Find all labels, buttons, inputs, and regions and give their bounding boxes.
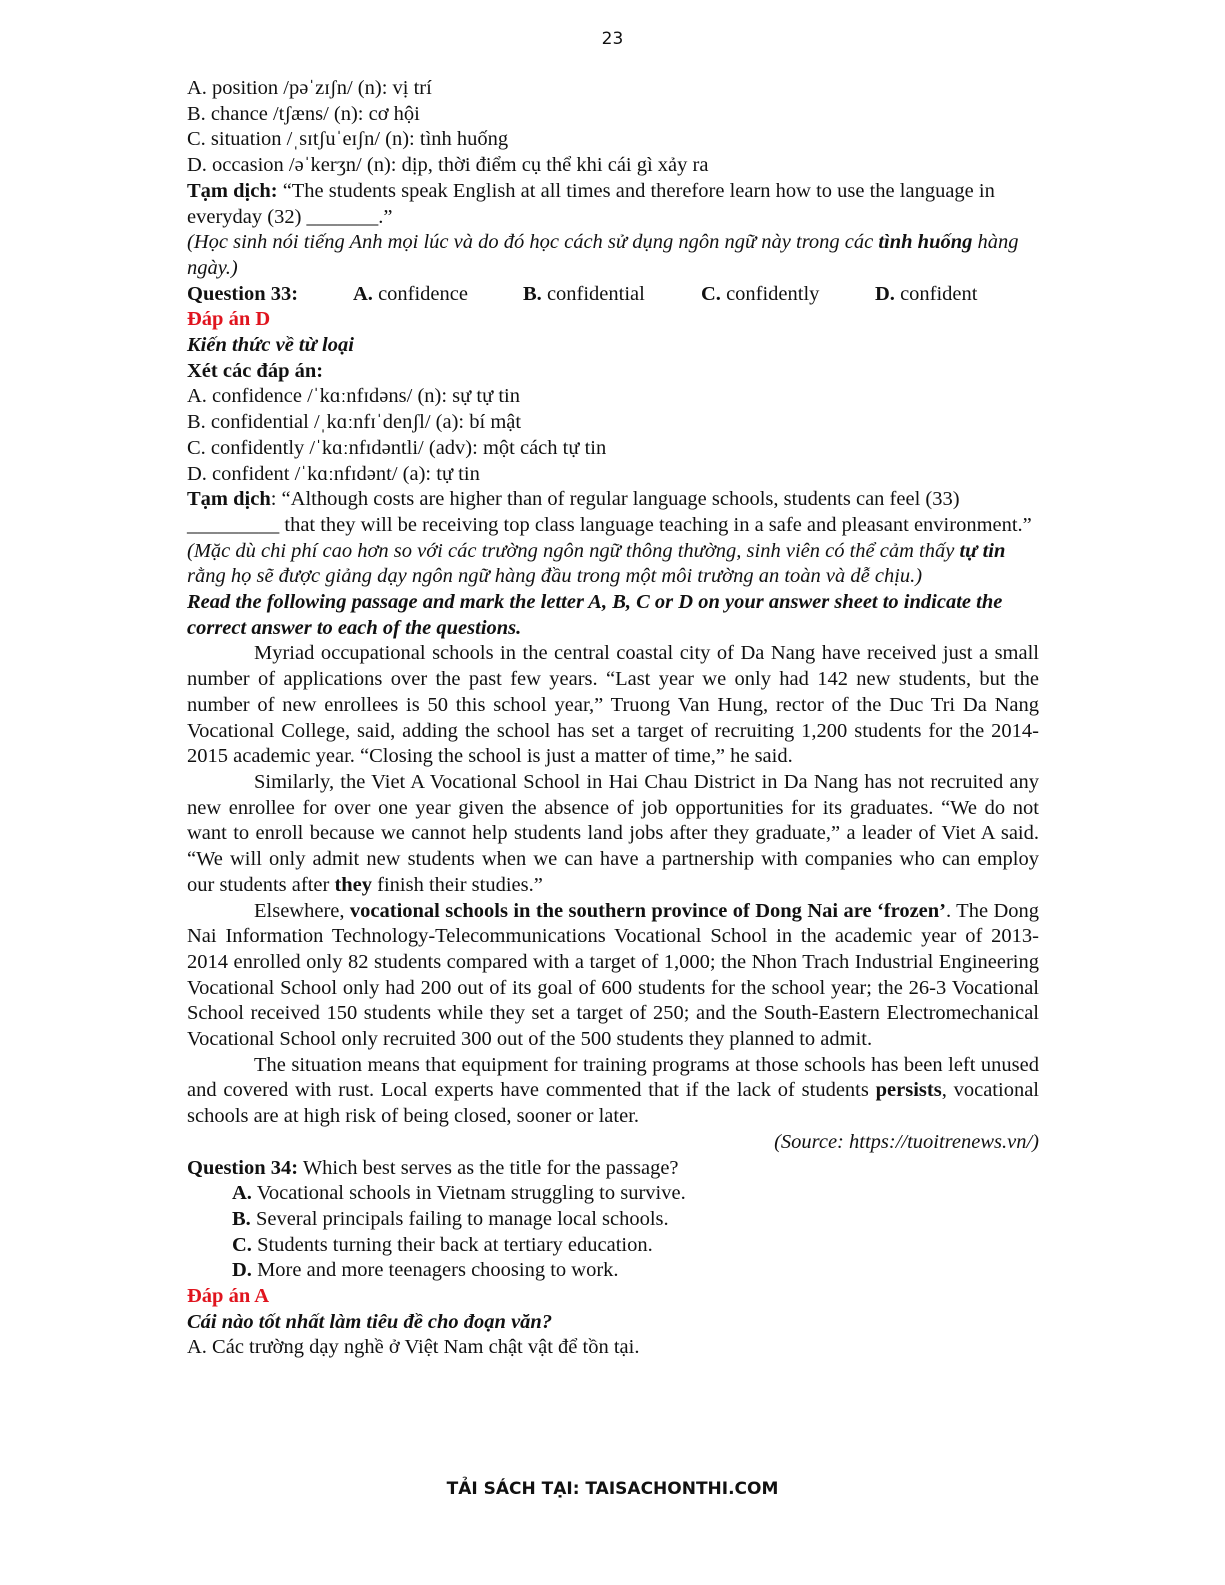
q32-option-a: A. position /pəˈzɪʃn/ (n): vị trí bbox=[187, 77, 432, 99]
q33-explanation-d: D. confident /ˈkɑːnfɪdənt/ (a): tự tin bbox=[187, 462, 480, 485]
q33-vi-keyword: tự tin bbox=[959, 539, 1006, 562]
q34-label: Question 34: bbox=[187, 1156, 299, 1179]
q34-answer: Đáp án A bbox=[187, 1285, 270, 1308]
q33-translation bbox=[187, 487, 1039, 538]
passage-source: (Source: https://tuoitrenews.vn/) bbox=[774, 1130, 1039, 1153]
q34-option-b: B. Several principals failing to manage local schools. bbox=[232, 1207, 669, 1230]
q32-vi-after: hàng ngày.) bbox=[187, 231, 1019, 279]
passage-paragraph-4: The situation means that equipment for training programs at those schools has been left unused and covered with rust. Local experts have commented that if the lack of students persists, vocational schools are at high risk of being closed, sooner or later. bbox=[187, 1053, 1039, 1128]
passage-paragraph-3: Elsewhere, vocational schools in the southern province of Dong Nai are ‘frozen’. The Dong Nai Information Technology-Telecommunications Vocational School in the academic year of 2013-2014 enrolled only 82 students compared with a target of 1,000; the Nhon Trach Industrial Engineering Vocational School only had 200 out of its goal of 600 students for the school year; the 26-3 Vocational School received 150 students while they set a target of 250; and the South-Eastern Electromechanical Vocational School only recruited 300 out of the 500 students they planned to admit. bbox=[187, 899, 1039, 1051]
q33-option-d: D. confident bbox=[875, 282, 978, 305]
reading-instruction: Read the following passage and mark the letter A, B, C or D on your answer sheet to indicate the correct answer to each of the questions. bbox=[187, 591, 1003, 639]
q33-translation-text: : “Although costs are higher than of regular language schools, students can feel (33) _________ that they will be receiving top class language teaching in a safe and pleasant environment.” bbox=[187, 488, 1032, 536]
passage-paragraph-2: Similarly, the Viet A Vocational School in Hai Chau District in Da Nang has not recruited any new enrollee for over one year given the absence of job opportunities for its graduates. “We do not want to enroll because we cannot help students land jobs after they graduate,” a leader of Viet A said. “We will only admit new students when we can have a partnership with companies who can employ our students after they finish their studies.” bbox=[187, 770, 1039, 896]
footer-download-link: TẢI SÁCH TẠI: TAISACHONTHI.COM bbox=[446, 1479, 779, 1499]
passage-keyword-they: they bbox=[334, 873, 373, 896]
q34-question-vi: Cái nào tốt nhất làm tiêu đề cho đoạn văn? bbox=[187, 1310, 553, 1333]
q34-question bbox=[187, 1156, 1039, 1182]
q33-label: Question 33: bbox=[187, 282, 299, 305]
q33-translation-label: Tạm dịch bbox=[187, 488, 271, 511]
q33-question-row bbox=[187, 282, 1039, 308]
page-number: 23 bbox=[601, 29, 624, 49]
q32-translation-text: “The students speak English at all times and therefore learn how to use the language in everyday (32) _______.” bbox=[187, 179, 995, 228]
q33-topic: Kiến thức về từ loại bbox=[187, 334, 354, 357]
q33-vi-before: (Mặc dù chi phí cao hơn so với các trường ngôn ngữ thông thường, sinh viên có thể cảm thấy bbox=[187, 539, 960, 562]
q33-option-c: C. confidently bbox=[701, 282, 820, 305]
q34-explanation-a: A. Các trường dạy nghề ở Việt Nam chật vật để tồn tại. bbox=[187, 1336, 640, 1359]
q32-vi-before: (Học sinh nói tiếng Anh mọi lúc và do đó học cách sử dụng ngôn ngữ này trong các bbox=[187, 231, 879, 254]
q32-translation-vi bbox=[187, 230, 1039, 281]
passage-keyword-frozen: vocational schools in the southern province of Dong Nai are ‘frozen’ bbox=[349, 899, 947, 922]
q33-explanation-a: A. confidence /ˈkɑːnfɪdəns/ (n): sự tự tin bbox=[187, 385, 520, 408]
q34-option-a: A. Vocational schools in Vietnam struggling to survive. bbox=[232, 1182, 686, 1205]
q32-translation bbox=[187, 179, 1039, 230]
q32-option-d: D. occasion /əˈkerʒn/ (n): dịp, thời điểm cụ thể khi cái gì xảy ra bbox=[187, 154, 709, 177]
passage-paragraph-1: Myriad occupational schools in the central coastal city of Da Nang have received just a small number of applications over the past few years. “Last year we only had 142 new students, but the number of new enrollees is 50 this school year,” Truong Van Hung, rector of the Duc Tri Da Nang Vocational College, said, adding the school has set a target of recruiting 1,200 students for the 2014-2015 academic year. “Closing the school is just a matter of time,” he said. bbox=[187, 642, 1039, 768]
q33-explanation-b: B. confidential /ˌkɑːnfɪˈdenʃl/ (a): bí mật bbox=[187, 411, 522, 434]
q33-option-b: B. confidential bbox=[523, 282, 645, 305]
q32-option-c: C. situation /ˌsɪtʃuˈeɪʃn/ (n): tình huống bbox=[187, 128, 509, 151]
q32-translation-label: Tạm dịch: bbox=[187, 179, 278, 202]
q34-text: Which best serves as the title for the passage? bbox=[298, 1156, 679, 1179]
q32-vi-keyword: tình huống bbox=[878, 231, 973, 254]
q33-consider-heading: Xét các đáp án: bbox=[187, 359, 324, 382]
q34-option-c: C. Students turning their back at tertiary education. bbox=[232, 1233, 653, 1256]
q33-explanation-c: C. confidently /ˈkɑːnfɪdəntli/ (adv): một cách tự tin bbox=[187, 436, 607, 459]
q33-option-a: A. confidence bbox=[353, 282, 468, 305]
q33-translation-vi bbox=[187, 539, 1039, 590]
q32-option-b: B. chance /tʃæns/ (n): cơ hội bbox=[187, 102, 420, 125]
page-content bbox=[187, 76, 1039, 1361]
q33-vi-after: rằng họ sẽ được giảng dạy ngôn ngữ hàng đầu trong một môi trường an toàn và dễ chịu.) bbox=[187, 565, 923, 588]
passage-keyword-persists: persists bbox=[875, 1079, 942, 1102]
q34-option-d: D. More and more teenagers choosing to work. bbox=[232, 1259, 619, 1282]
q33-answer: Đáp án D bbox=[187, 308, 271, 331]
